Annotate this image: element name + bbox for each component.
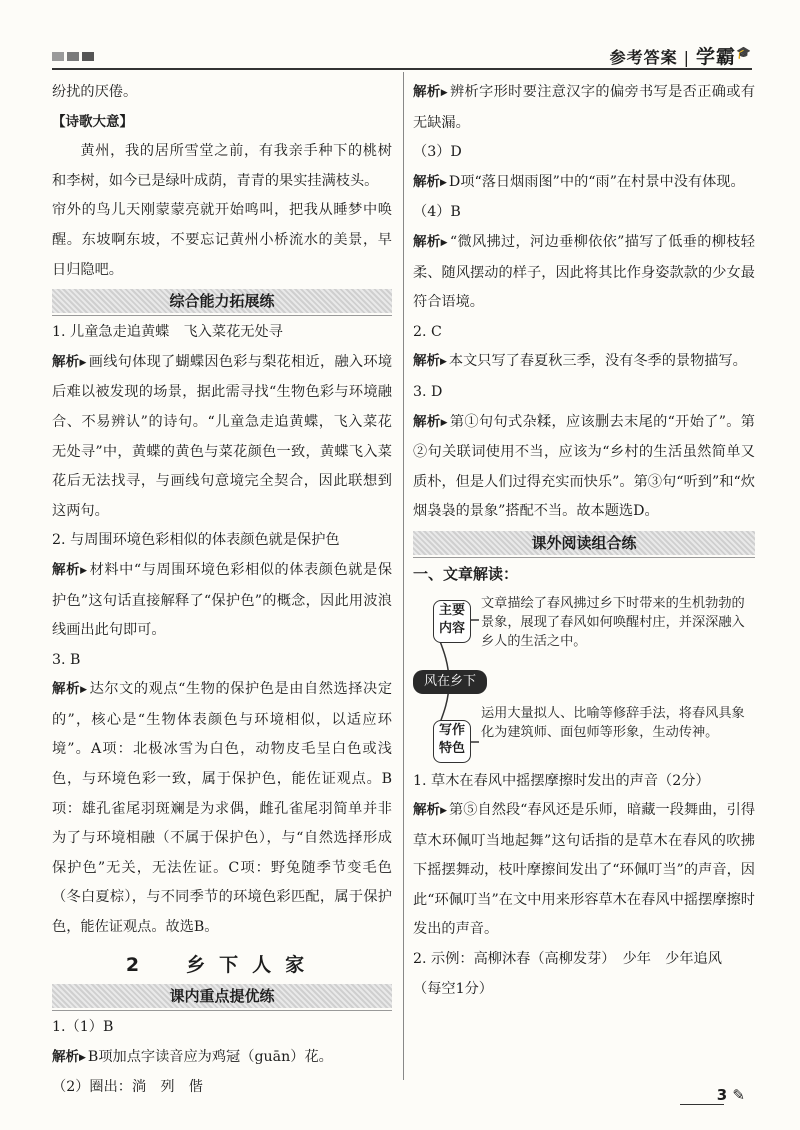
- answer-lesson-1: 1.（1）B: [52, 1019, 114, 1036]
- analysis-text: D项“落日烟雨图”中的“雨”在村景中没有体现。: [448, 173, 745, 190]
- triangle-icon: ▶: [440, 357, 447, 368]
- page-header: [52, 40, 752, 70]
- node-label: 写作: [438, 722, 465, 738]
- analysis-label: 解析: [413, 173, 440, 190]
- triangle-icon: ▶: [80, 565, 88, 576]
- mind-node-writing-features: [433, 720, 471, 763]
- poem-meaning-heading: 【诗歌大意】: [52, 113, 133, 130]
- analysis-label: 解析: [52, 681, 81, 698]
- triangle-icon: ▶: [79, 357, 87, 368]
- answer-r4: （4）B: [413, 204, 461, 221]
- brand-logo: 学霸: [696, 46, 737, 68]
- lesson-title: 2 乡下人家: [125, 953, 319, 976]
- answer-2: 2. 与周围环境色彩相似的体表颜色就是保护色: [52, 532, 340, 549]
- analysis-label: 解析: [413, 233, 441, 250]
- header-title-text: 参考答案: [609, 48, 678, 67]
- analysis-text: 第⑤自然段“春风还是乐师，暗藏一段舞曲，引得草木环佩叮当地起舞”这句话指的是草木在春风的吹拂下摇摆舞动，枝叶摩擦间发出了“环佩叮当”的声音，因此“环佩叮当”在文中用来形容草木在春风中摇摆摩擦时发出的声音。: [413, 802, 756, 938]
- page-number-text: 3: [716, 1086, 728, 1104]
- analysis-label: 解析: [413, 84, 441, 100]
- pencil-icon: ✎: [732, 1086, 745, 1104]
- mind-text-writing-features: 运用大量拟人、比喻等修辞手法，将春风具象化为建筑师、面包师等形象，生动传神。: [481, 705, 745, 740]
- mind-map: [413, 592, 755, 767]
- mind-node-main-content: [433, 600, 471, 643]
- analysis-r3: [413, 168, 755, 199]
- answer-lesson-2: （2）圈出：淌 列 偕: [52, 1079, 203, 1096]
- answer-r3: （3）D: [413, 144, 462, 161]
- analysis-text: 画线句体现了蝴蝶因色彩与梨花相近，融入环境后难以被发现的场景，据此需寻找“生物色彩与环境融合、不易辨认”的诗句。“儿童急走追黄蝶，飞入菜花无处寻”中，黄蝶的黄色与菜花颜色一致，黄蝶飞入菜花后无法找寻，与画线句意境完全契合，因此联想到这两句。: [52, 353, 393, 519]
- header-rule: [52, 68, 752, 70]
- analysis-label: 解析: [52, 353, 80, 370]
- analysis-text: 材料中“与周围环境色彩相似的体表颜色就是保护色”这句话直接解释了“保护色”的概念，因此用波浪线画出此句即可。: [52, 561, 393, 639]
- analysis-reading-1: [413, 796, 755, 945]
- mind-center-node: 风在乡下: [413, 670, 487, 694]
- right-column: [413, 78, 755, 1004]
- node-label: 主要: [438, 602, 465, 618]
- analysis-r-3: [413, 408, 755, 527]
- section-banner-extracurricular: 课外阅读组合练: [413, 531, 755, 555]
- triangle-icon: ▶: [80, 685, 88, 696]
- analysis-text: 第①句句式杂糅，应该删去末尾的“开始了”。第②句关联词使用不当，应该为“乡村的生活虽然简单又质朴，但是人们过得充实而快乐”。第③句“听到”和“炊烟袅袅的景象”搭配不当。故本题选D。: [413, 413, 755, 520]
- analysis-label: 解析: [52, 1048, 79, 1065]
- triangle-icon: ▶: [440, 417, 448, 428]
- analysis-label: 解析: [413, 413, 441, 430]
- poem-paragraph-2: 帘外的鸟儿天刚蒙蒙亮就开始鸣叫，把我从睡梦中唤醒。东坡啊东坡，不要忘记黄州小桥流水的美景，早日归隐吧。: [52, 202, 392, 278]
- text-line: 纷扰的厌倦。: [52, 84, 138, 100]
- score-note: （每空1分）: [413, 980, 493, 997]
- section-banner-in-class: 课内重点提优练: [52, 984, 392, 1008]
- mind-text-main-content: 文章描绘了春风拂过乡下时带来的生机勃勃的景象，展现了春风如何唤醒村庄，并深深融入乡人的生活之中。: [481, 595, 745, 649]
- column-divider: [403, 72, 404, 1080]
- analysis-lesson-1: [52, 1043, 392, 1074]
- page-number: [717, 1086, 745, 1104]
- analysis-label: 解析: [413, 353, 440, 370]
- poem-paragraph-1: 黄州，我的居所雪堂之前，有我亲手种下的桃树和李树，如今已是绿叶成荫，青青的果实挂满枝头。: [52, 143, 392, 189]
- section-banner-comprehensive: 综合能力拓展练: [52, 289, 392, 313]
- analysis-text: （guān）花。: [240, 1048, 333, 1065]
- header-title: [610, 42, 752, 69]
- analysis-text: 辨析字形时要注意汉字的偏旁书写是否正确或有无缺漏。: [413, 84, 756, 131]
- analysis-text: B项加点字读音应为鸡: [87, 1048, 227, 1065]
- triangle-icon: ▶: [440, 88, 448, 98]
- analysis-1: [52, 348, 392, 527]
- triangle-icon: ▶: [440, 237, 448, 248]
- analysis-text: 达尔文的观点“生物的保护色是由自然选择决定的”，核心是“生物体表颜色与环境相似，以适应环境”。A项：北极冰雪为白色，动物皮毛呈白色或浅色，与环境色彩一致，属于保护色，能佐证观点。B项：雄孔雀尾羽斑斓是为求偶，雌孔雀尾羽简单并非为了与环境相融（不属于保护色），与“自然选择形成保护色”无关，无法佐证。C项：野兔随季节变毛色（冬白夏棕），与不同季节的环境色彩匹配，属于保护色，能佐证观点。故选B。: [52, 681, 393, 936]
- section-heading-article: 一、文章解读：: [413, 564, 519, 583]
- answer-r-3: 3. D: [413, 383, 443, 400]
- analysis-text: 本文只写了春夏秋三季，没有冬季的景物描写。: [448, 353, 747, 370]
- header-decoration: [52, 52, 94, 61]
- analysis-r1: [413, 78, 755, 138]
- left-column: [52, 78, 392, 1103]
- grad-cap-icon: 🎓: [736, 45, 752, 60]
- triangle-icon: ▶: [440, 177, 447, 188]
- header-separator: |: [683, 48, 691, 67]
- triangle-icon: ▶: [440, 806, 448, 817]
- analysis-text: “微风拂过，河边垂柳依依”描写了低垂的柳枝轻柔、随风摆动的样子，因此将其比作身姿款款的少女最符合语境。: [413, 233, 755, 311]
- page-number-rule: [680, 1104, 724, 1105]
- analysis-2: [52, 556, 392, 646]
- analysis-label: 解析: [52, 561, 81, 578]
- answer-reading-1: 1. 草木在春风中摇摆摩擦时发出的声音（2分）: [413, 772, 710, 789]
- analysis-label: 解析: [413, 802, 441, 819]
- analysis-r4: [413, 228, 755, 318]
- node-label: 内容: [438, 620, 465, 636]
- answer-r-2: 2. C: [413, 323, 442, 340]
- dotted-char: 冠 ·: [226, 1049, 240, 1065]
- triangle-icon: ▶: [79, 1052, 86, 1063]
- answer-reading-2: 2. 示例：高柳沐春（高柳发芽） 少年 少年追风: [413, 951, 722, 968]
- analysis-r-2: [413, 347, 755, 378]
- analysis-3: [52, 675, 392, 942]
- answer-1: 1. 儿童急走追黄蝶 飞入菜花无处寻: [52, 324, 283, 341]
- answer-3: 3. B: [52, 651, 81, 668]
- node-label: 特色: [438, 740, 465, 756]
